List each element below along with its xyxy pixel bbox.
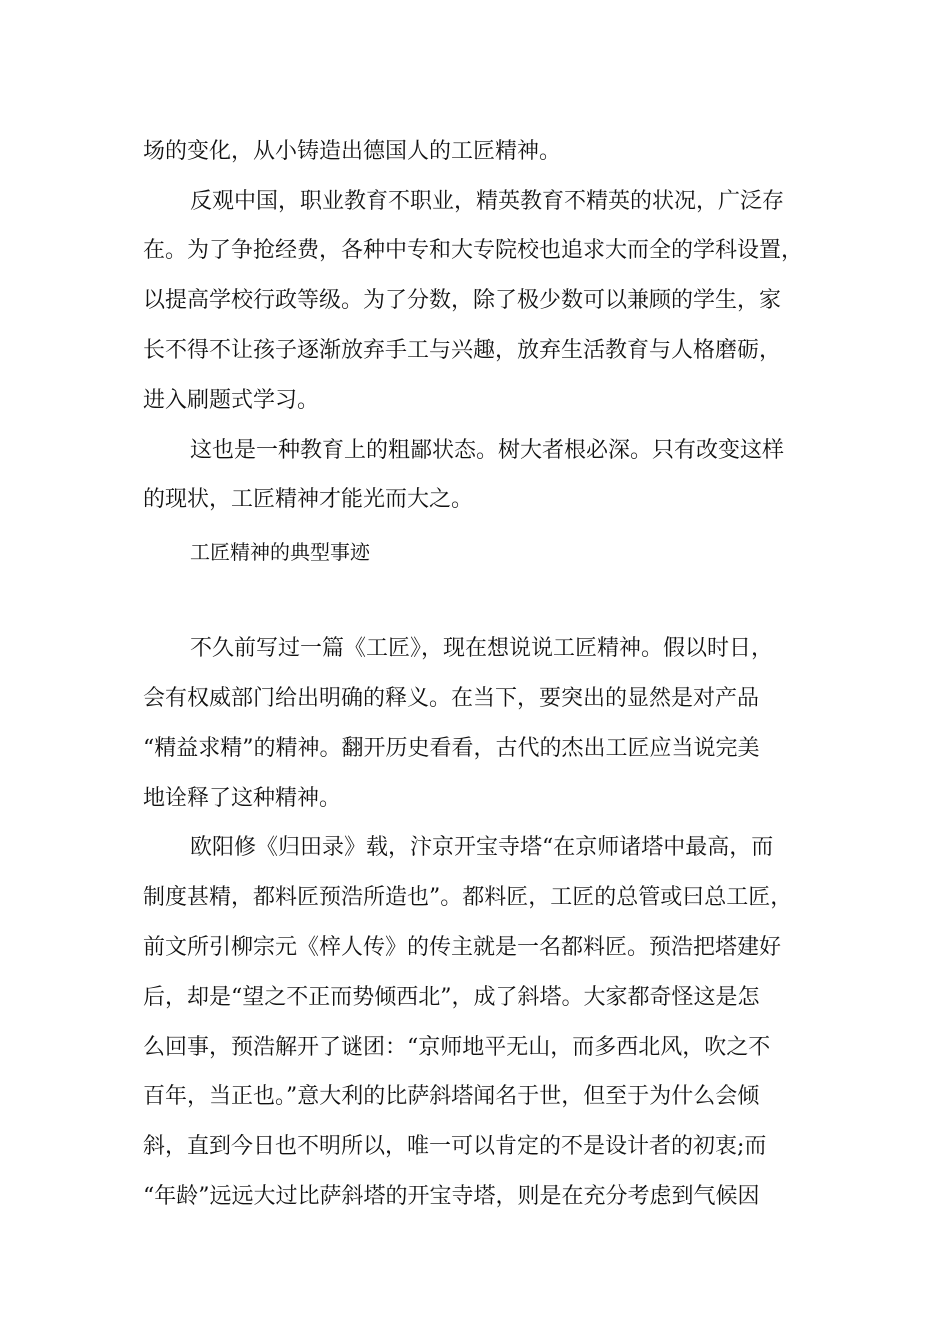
text-line: 以提高学校行政等级。为了分数，除了极少数可以兼顾的学生，家 [143, 288, 782, 313]
text-line: 长不得不让孩子逐渐放弃手工与兴趣，放弃生活教育与人格磨砺， [143, 338, 782, 363]
text-line: 进入刷题式学习。 [143, 388, 320, 413]
text-line: 不久前写过一篇《工匠》，现在想说说工匠精神。假以时日， [190, 636, 774, 661]
text-line: 么回事，预浩解开了谜团：“京师地平无山，而多西北风，吹之不 [143, 1035, 771, 1060]
text-line: “精益求精”的精神。翻开历史看看，古代的杰出工匠应当说完美 [143, 736, 760, 761]
text-line: 在。为了争抢经费，各种中专和大专院校也追求大而全的学科设置， [143, 238, 804, 263]
text-line: 反观中国，职业教育不职业，精英教育不精英的状况，广泛存 [190, 189, 785, 214]
text-line: 后，却是“望之不正而势倾西北”，成了斜塔。大家都奇怪这是怎 [143, 985, 760, 1010]
text-line: 百年，当正也。”意大利的比萨斜塔闻名于世，但至于为什么会倾 [143, 1084, 760, 1109]
text-line: 斜，直到今日也不明所以，唯一可以肯定的不是设计者的初衷;而 [143, 1134, 767, 1159]
text-line: 制度甚精，都料匠预浩所造也”。都料匠，工匠的总管或曰总工匠， [143, 885, 793, 910]
text-line: 前文所引柳宗元《梓人传》的传主就是一名都料匠。预浩把塔建好 [143, 935, 782, 960]
text-line: 这也是一种教育上的粗鄙状态。树大者根必深。只有改变这样 [190, 438, 785, 463]
section-heading: 工匠精神的典型事迹 [190, 540, 370, 564]
text-line: 地诠释了这种精神。 [143, 786, 342, 811]
text-line: 欧阳修《归田录》载，汴京开宝寺塔“在京师诸塔中最高，而 [190, 835, 774, 860]
text-line: 的现状，工匠精神才能光而大之。 [143, 487, 474, 512]
text-line: 场的变化，从小铸造出德国人的工匠精神。 [143, 139, 562, 164]
text-line: “年龄”远远大过比萨斜塔的开宝寺塔，则是在充分考虑到气候因 [143, 1184, 760, 1209]
text-line: 会有权威部门给出明确的释义。在当下，要突出的显然是对产品 [143, 686, 760, 711]
